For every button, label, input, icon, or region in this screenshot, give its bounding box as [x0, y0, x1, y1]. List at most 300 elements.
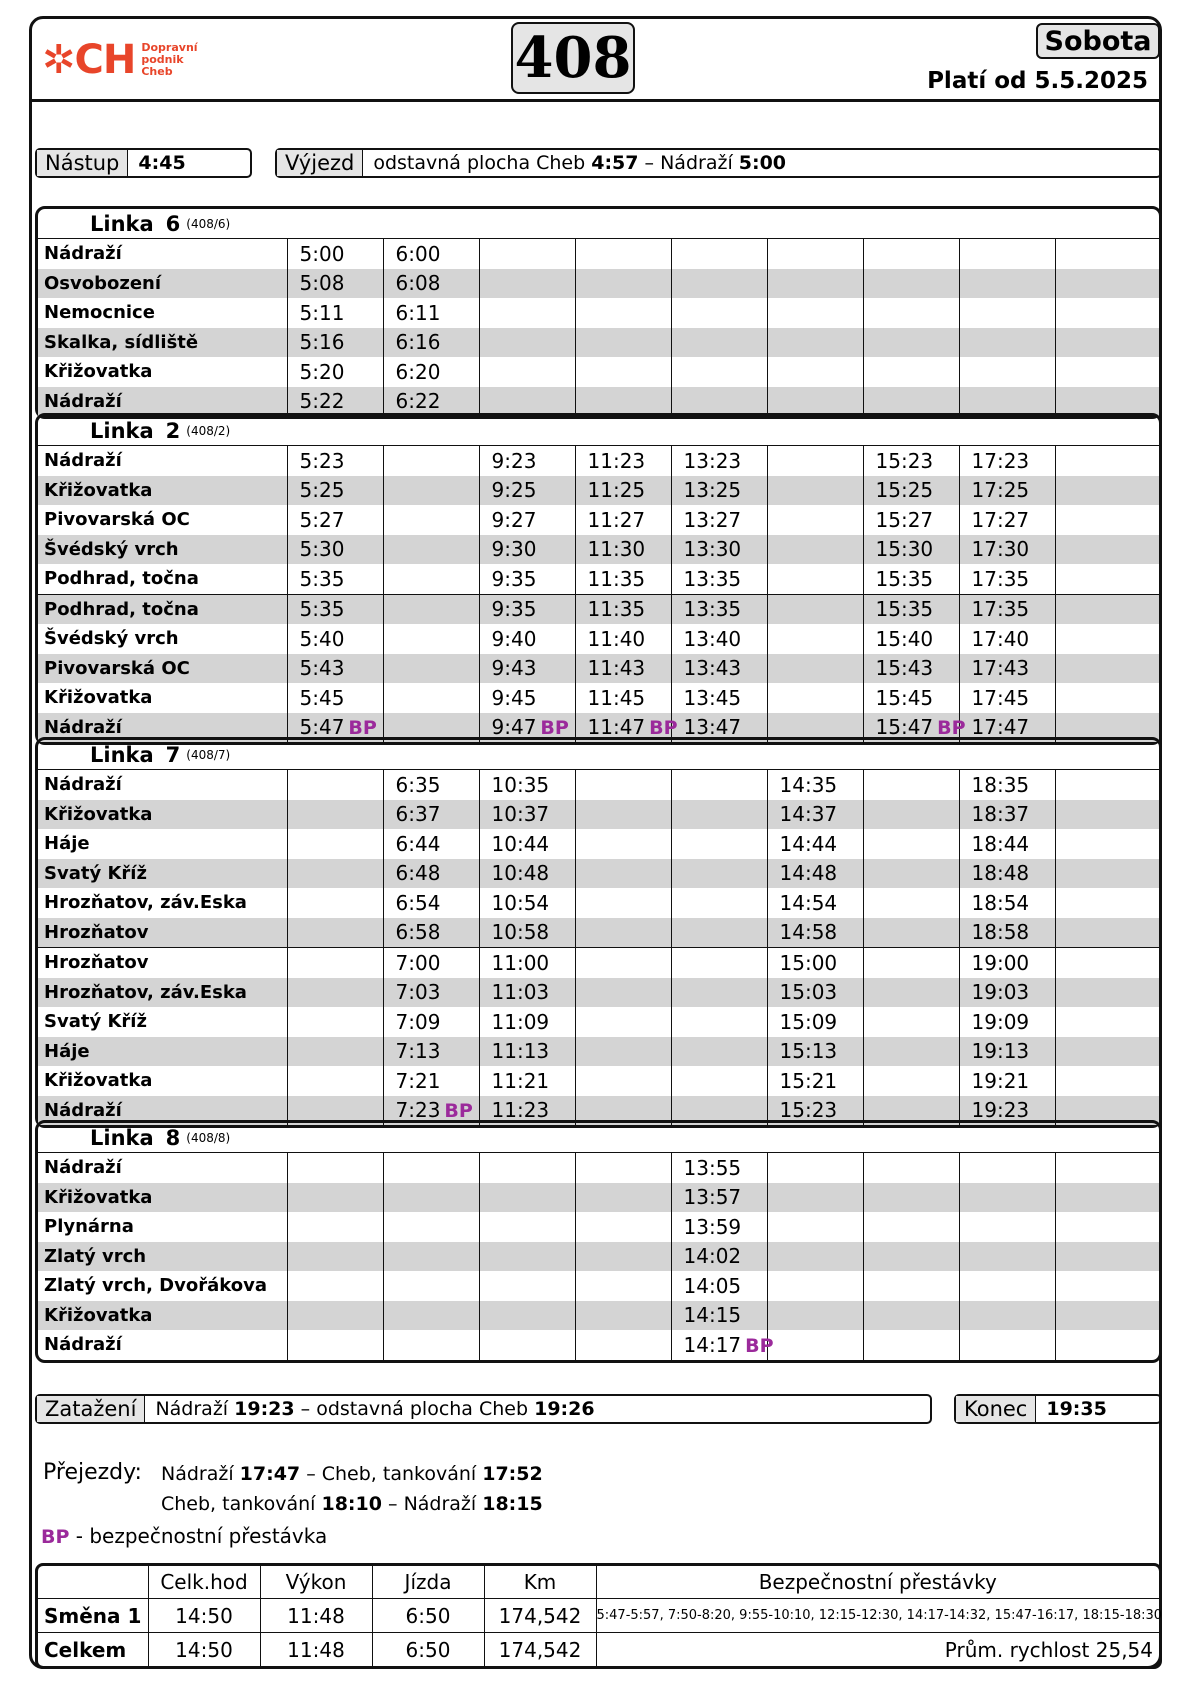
summary-table [35, 1563, 1162, 1669]
table-row [38, 357, 1159, 387]
summary-header: Km [484, 1566, 596, 1599]
time-cell [575, 800, 671, 830]
time-cell [479, 1271, 575, 1301]
time-cell [1055, 683, 1159, 713]
time-cell [287, 918, 383, 948]
line-number: 2 [165, 418, 181, 443]
time-cell [479, 829, 575, 859]
time-cell [1055, 978, 1159, 1008]
time-cell [575, 1153, 671, 1183]
summary-row [38, 1599, 1159, 1633]
time-cell [575, 594, 671, 624]
time-value: 19:09 [971, 1009, 1030, 1034]
line-label: Linka [90, 742, 154, 767]
time-value: 17:43 [971, 656, 1030, 681]
time-cell [863, 1007, 959, 1037]
start-label: Nástup [37, 150, 128, 176]
time-cell [863, 535, 959, 565]
time-value: 14:37 [779, 802, 838, 827]
time-cell [1055, 1007, 1159, 1037]
time-value: 6:54 [395, 890, 441, 915]
time-cell [767, 1301, 863, 1331]
time-value: 9:45 [491, 685, 537, 710]
time-value: 15:30 [875, 537, 934, 562]
time-value: 9:25 [491, 478, 537, 503]
summary-header: Jízda [372, 1566, 484, 1599]
time-cell [1055, 476, 1159, 506]
stop-name: Křižovatka [38, 476, 287, 506]
time-cell [383, 918, 479, 948]
time-cell [863, 1183, 959, 1213]
time-value: 11:23 [491, 1098, 550, 1123]
day-badge: Sobota [1036, 23, 1160, 59]
time-cell [479, 654, 575, 684]
time-cell [287, 1242, 383, 1272]
end-box [954, 1394, 1162, 1424]
time-cell [863, 1301, 959, 1331]
stop-name: Nádraží [44, 450, 122, 472]
time-cell [959, 624, 1055, 654]
time-cell [383, 1271, 479, 1301]
stop-name: Hrozňatov, záv.Eska [44, 892, 247, 914]
time-value: 11:27 [587, 507, 646, 532]
time-cell [479, 1066, 575, 1096]
time-cell [575, 654, 671, 684]
time-value: 17:23 [971, 448, 1030, 473]
table-row [38, 888, 1159, 918]
time-cell [575, 770, 671, 800]
summary-header: Bezpečnostní přestávky [596, 1566, 1159, 1599]
time-cell [959, 829, 1055, 859]
line-number: 8 [165, 1125, 181, 1150]
time-value: 15:45 [875, 685, 934, 710]
table-row [38, 1153, 1159, 1183]
time-cell [1055, 328, 1159, 358]
time-cell [383, 446, 479, 476]
time-cell [767, 1007, 863, 1037]
time-value: 9:27 [491, 507, 537, 532]
time-value: 11:45 [587, 685, 646, 710]
time-value: 13:35 [683, 597, 742, 622]
start-box [35, 148, 252, 178]
time-cell [383, 683, 479, 713]
time-value: 14:05 [683, 1273, 742, 1298]
time-cell [863, 1330, 959, 1360]
time-cell [575, 1066, 671, 1096]
time-cell [767, 298, 863, 328]
time-cell [671, 683, 767, 713]
time-value: 5:27 [299, 507, 345, 532]
time-cell [383, 624, 479, 654]
stop-name: Švédský vrch [38, 535, 287, 565]
stop-name: Nádraží [38, 713, 287, 743]
stop-name: Svatý Kříž [38, 859, 287, 889]
summary-work: 11:48 [260, 1599, 372, 1633]
table-row [38, 654, 1159, 684]
time-cell [671, 829, 767, 859]
time-cell [863, 269, 959, 299]
time-cell [287, 1037, 383, 1067]
time-cell [575, 1271, 671, 1301]
time-cell [287, 387, 383, 417]
logo-line: Cheb [141, 65, 173, 78]
time-cell [863, 357, 959, 387]
time-cell [479, 1212, 575, 1242]
time-cell [1055, 564, 1159, 594]
summary-name: Směna 1 [38, 1599, 148, 1633]
time-cell [287, 1271, 383, 1301]
time-cell [575, 1037, 671, 1067]
time-cell [1055, 800, 1159, 830]
time-cell [767, 1271, 863, 1301]
time-cell [479, 1007, 575, 1037]
time-cell [1055, 1066, 1159, 1096]
time-cell [959, 476, 1055, 506]
time-cell [959, 1007, 1055, 1037]
time-cell [959, 446, 1055, 476]
departure-label: Výjezd [277, 150, 363, 176]
line-title [38, 740, 1159, 770]
summary-header-row [38, 1566, 1159, 1599]
time-cell [767, 269, 863, 299]
time-value: 7:23 [395, 1098, 441, 1123]
time-value: 5:20 [299, 359, 345, 384]
departure-to-time: 5:00 [738, 152, 787, 174]
time-value: 6:00 [395, 241, 441, 266]
time-cell [767, 446, 863, 476]
time-value: 15:23 [875, 448, 934, 473]
time-value: 6:48 [395, 861, 441, 886]
time-cell [863, 1271, 959, 1301]
time-value: 5:11 [299, 300, 345, 325]
stop-name: Nádraží [44, 774, 122, 796]
time-cell [575, 535, 671, 565]
time-cell [575, 859, 671, 889]
time-value: 18:35 [971, 772, 1030, 797]
time-cell [1055, 1037, 1159, 1067]
time-cell [1055, 624, 1159, 654]
time-cell [863, 859, 959, 889]
time-cell [959, 859, 1055, 889]
time-value: 9:35 [491, 597, 537, 622]
time-cell [575, 269, 671, 299]
time-value: 11:23 [587, 448, 646, 473]
time-cell [863, 239, 959, 269]
time-cell [959, 1183, 1055, 1213]
stop-name: Nádraží [44, 243, 122, 265]
time-value: 11:09 [491, 1009, 550, 1034]
time-value: 15:23 [779, 1098, 838, 1123]
time-cell [959, 1212, 1055, 1242]
stop-name: Háje [38, 1037, 287, 1067]
time-value: 6:44 [395, 831, 441, 856]
time-cell [767, 948, 863, 978]
stop-name: Křižovatka [44, 1070, 153, 1092]
time-cell [959, 505, 1055, 535]
time-cell [767, 1153, 863, 1183]
time-cell [575, 328, 671, 358]
time-value: 14:17 [683, 1332, 742, 1357]
end-label: Konec [956, 1396, 1036, 1422]
time-value: 14:48 [779, 861, 838, 886]
time-value: 14:54 [779, 890, 838, 915]
time-cell [575, 948, 671, 978]
pullin-to: odstavná plocha Cheb [316, 1398, 529, 1420]
time-cell [863, 476, 959, 506]
time-cell [671, 1301, 767, 1331]
time-value: 11:35 [587, 566, 646, 591]
time-cell [863, 978, 959, 1008]
line-title [38, 209, 1159, 239]
time-cell [287, 888, 383, 918]
pullin-to-time: 19:26 [534, 1398, 595, 1420]
stop-name: Nemocnice [44, 302, 155, 324]
time-cell [287, 328, 383, 358]
time-cell [863, 298, 959, 328]
table-row [38, 446, 1159, 476]
time-value: 9:43 [491, 656, 537, 681]
time-cell [863, 624, 959, 654]
time-cell [383, 800, 479, 830]
line-label: Linka [90, 211, 154, 236]
time-cell [287, 624, 383, 654]
time-value: 11:40 [587, 626, 646, 651]
time-value: 6:35 [395, 772, 441, 797]
stop-name: Nádraží [44, 1334, 122, 1356]
time-value: 10:35 [491, 772, 550, 797]
time-cell [383, 594, 479, 624]
time-value: 14:02 [683, 1244, 742, 1269]
time-value: 5:23 [299, 448, 345, 473]
time-cell [479, 269, 575, 299]
time-cell [671, 1212, 767, 1242]
time-value: 17:30 [971, 537, 1030, 562]
time-cell [1055, 446, 1159, 476]
table-row [38, 978, 1159, 1008]
line-code: (408/7) [186, 747, 231, 762]
time-value: 19:13 [971, 1039, 1030, 1064]
time-value: 13:35 [683, 566, 742, 591]
time-cell [383, 1153, 479, 1183]
time-cell [671, 298, 767, 328]
time-cell [863, 683, 959, 713]
time-value: 5:35 [299, 597, 345, 622]
time-cell [575, 624, 671, 654]
time-cell [383, 770, 479, 800]
dash: – [300, 1398, 311, 1420]
time-value: 15:25 [875, 478, 934, 503]
time-value: 7:21 [395, 1068, 441, 1093]
time-value: 7:13 [395, 1039, 441, 1064]
time-cell [287, 683, 383, 713]
time-value: 13:55 [683, 1155, 742, 1180]
time-cell [383, 1301, 479, 1331]
time-value: 13:27 [683, 507, 742, 532]
time-cell [383, 269, 479, 299]
time-value: 6:20 [395, 359, 441, 384]
time-cell [959, 948, 1055, 978]
time-cell [863, 564, 959, 594]
time-cell [863, 918, 959, 948]
table-row [38, 1007, 1159, 1037]
time-value: 9:30 [491, 537, 537, 562]
table-row [38, 859, 1159, 889]
time-cell [959, 594, 1055, 624]
table-row [38, 505, 1159, 535]
stop-name: Plynárna [44, 1216, 134, 1238]
time-cell [959, 535, 1055, 565]
time-cell [287, 859, 383, 889]
legend-bp-tag: BP [41, 1526, 70, 1548]
time-value: 5:47 [299, 715, 345, 740]
time-cell [383, 239, 479, 269]
time-cell [479, 859, 575, 889]
time-cell [1055, 505, 1159, 535]
time-cell [287, 564, 383, 594]
time-cell [383, 654, 479, 684]
time-cell [767, 829, 863, 859]
time-cell [959, 888, 1055, 918]
start-time: 4:45 [138, 152, 186, 174]
time-value: 9:23 [491, 448, 537, 473]
time-value: 13:40 [683, 626, 742, 651]
time-cell [767, 683, 863, 713]
table-row [38, 683, 1159, 713]
table-row [38, 770, 1159, 800]
time-cell [1055, 357, 1159, 387]
summary-work: 11:48 [260, 1633, 372, 1667]
time-cell [863, 948, 959, 978]
time-cell [767, 594, 863, 624]
time-cell [671, 770, 767, 800]
time-value: 11:21 [491, 1068, 550, 1093]
time-cell [863, 888, 959, 918]
stop-name: Křižovatka [38, 1183, 287, 1213]
time-cell [959, 328, 1055, 358]
time-value: 15:27 [875, 507, 934, 532]
time-cell [383, 476, 479, 506]
bp-tag: BP [348, 717, 377, 740]
time-value: 10:37 [491, 802, 550, 827]
time-cell [575, 505, 671, 535]
time-cell [1055, 594, 1159, 624]
time-cell [383, 829, 479, 859]
time-cell [575, 1330, 671, 1360]
time-cell [479, 446, 575, 476]
time-cell [671, 888, 767, 918]
time-cell [959, 918, 1055, 948]
time-cell [959, 298, 1055, 328]
time-cell [479, 387, 575, 417]
time-cell [767, 800, 863, 830]
time-value: 10:44 [491, 831, 550, 856]
summary-total: 14:50 [148, 1633, 260, 1667]
line-section-6 [35, 206, 1162, 419]
time-cell [383, 859, 479, 889]
time-cell [287, 654, 383, 684]
transfers-title: Přejezdy: [43, 1460, 142, 1485]
time-value: 9:40 [491, 626, 537, 651]
time-cell [479, 800, 575, 830]
time-cell [575, 1183, 671, 1213]
time-cell [1055, 1301, 1159, 1331]
time-cell [575, 387, 671, 417]
time-cell [1055, 948, 1159, 978]
logo-mark: ✲CH [42, 37, 136, 83]
time-value: 6:22 [395, 389, 441, 414]
time-cell [671, 269, 767, 299]
time-value: 18:44 [971, 831, 1030, 856]
time-cell [479, 564, 575, 594]
time-cell [767, 918, 863, 948]
logo-line: Dopravní [141, 41, 198, 54]
time-cell [671, 918, 767, 948]
time-cell [671, 1037, 767, 1067]
time-cell [767, 888, 863, 918]
line-code: (408/2) [186, 423, 231, 438]
time-value: 17:35 [971, 597, 1030, 622]
time-cell [959, 1037, 1055, 1067]
time-cell [575, 1007, 671, 1037]
time-cell [575, 564, 671, 594]
table-row [38, 387, 1159, 417]
time-cell [671, 1330, 774, 1360]
stop-name: Háje [44, 833, 90, 855]
time-cell [863, 829, 959, 859]
time-cell [959, 1330, 1055, 1360]
time-cell [767, 476, 863, 506]
time-cell [671, 505, 767, 535]
time-cell [767, 654, 863, 684]
time-cell [575, 683, 671, 713]
stop-name: Nádraží [38, 1096, 287, 1126]
summary-header: Celk.hod [148, 1566, 260, 1599]
time-cell [671, 978, 767, 1008]
summary-breaks: 5:47-5:57, 7:50-8:20, 9:55-10:10, 12:15-12:30, 14:17-14:32, 15:47-16:17, 18:15-18:30 [596, 1599, 1159, 1633]
time-cell [287, 298, 383, 328]
time-cell [383, 387, 479, 417]
time-cell [383, 1212, 479, 1242]
time-cell [959, 357, 1055, 387]
time-cell [479, 1242, 575, 1272]
time-value: 13:30 [683, 537, 742, 562]
time-cell [671, 564, 767, 594]
time-value: 18:54 [971, 890, 1030, 915]
time-cell [767, 239, 863, 269]
time-value: 11:30 [587, 537, 646, 562]
time-value: 6:08 [395, 271, 441, 296]
time-cell [479, 535, 575, 565]
time-value: 13:23 [683, 448, 742, 473]
line-label: Linka [90, 418, 154, 443]
pullin-from: Nádraží [155, 1398, 229, 1420]
time-cell [1055, 1212, 1159, 1242]
time-value: 17:27 [971, 507, 1030, 532]
time-cell [479, 594, 575, 624]
time-value: 14:35 [779, 772, 838, 797]
time-cell [479, 1183, 575, 1213]
time-cell [1055, 387, 1159, 417]
table-row [38, 594, 1159, 624]
time-value: 18:37 [971, 802, 1030, 827]
time-value: 7:09 [395, 1009, 441, 1034]
time-cell [767, 770, 863, 800]
time-value: 15:13 [779, 1039, 838, 1064]
time-cell [671, 1007, 767, 1037]
departure-from-time: 4:57 [591, 152, 639, 174]
time-value: 14:58 [779, 920, 838, 945]
time-cell [575, 298, 671, 328]
